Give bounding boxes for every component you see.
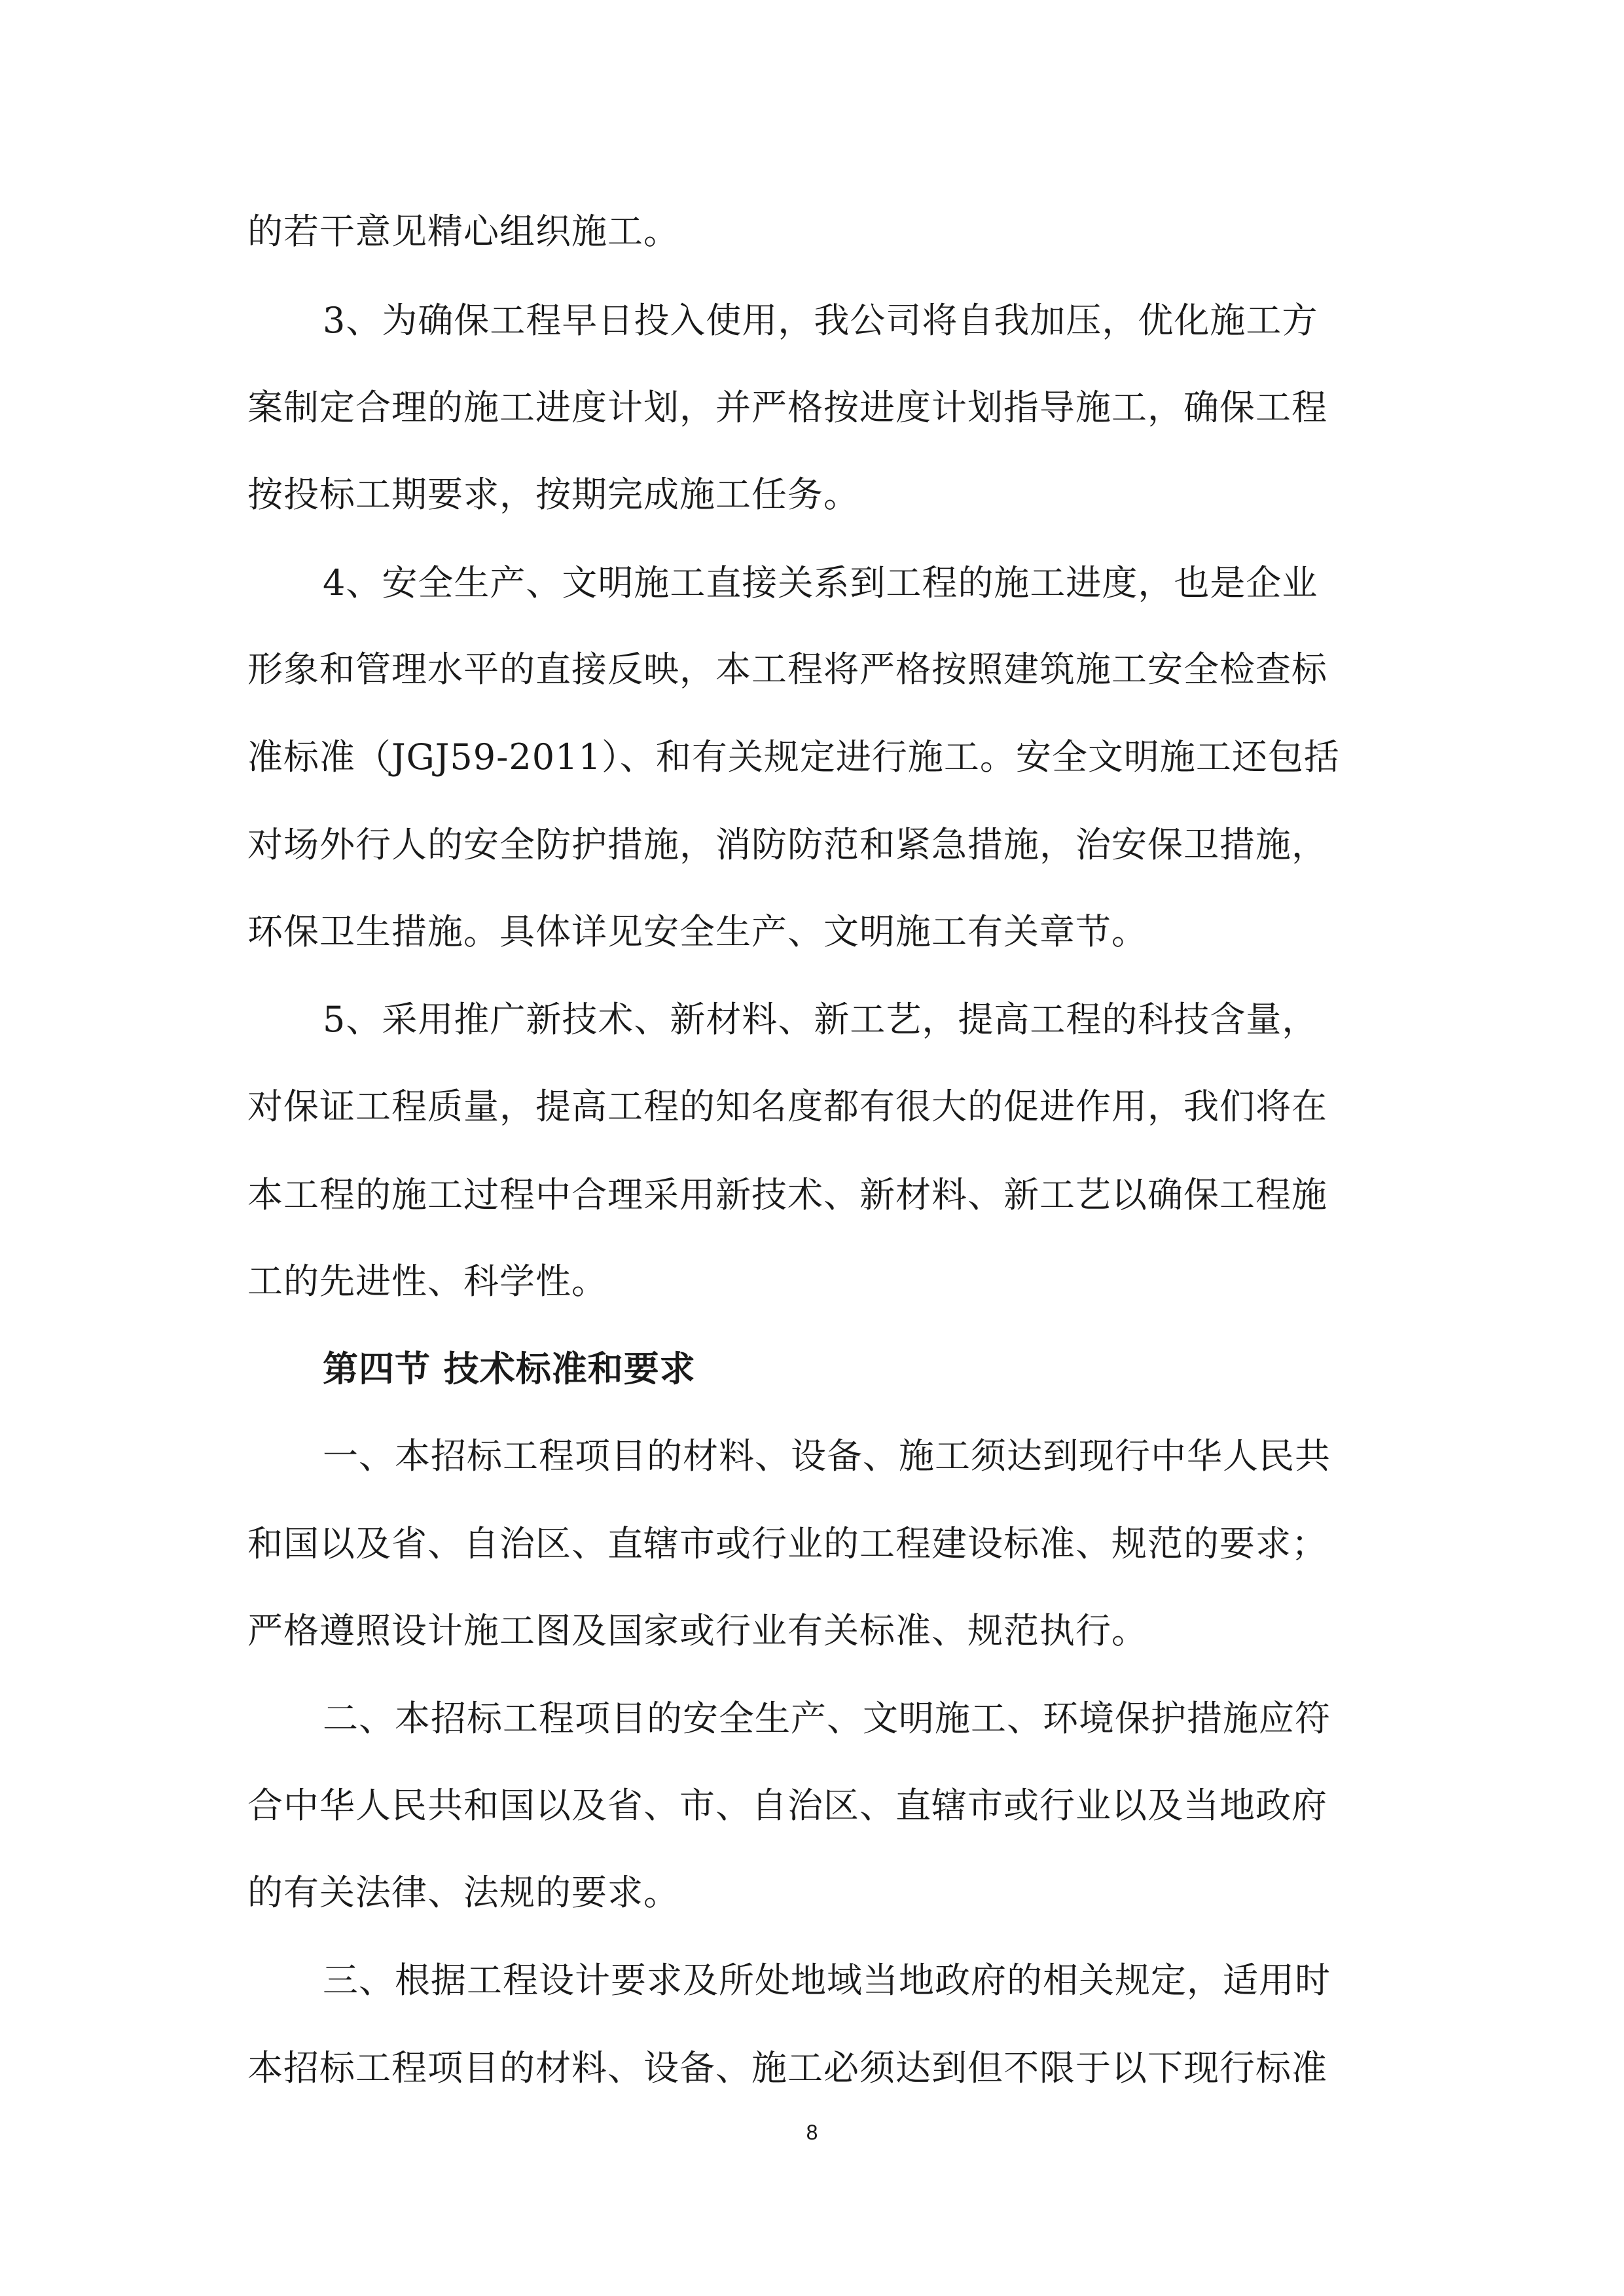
text-line: 4、安全生产、文明施工直接关系到工程的施工进度，也是企业 <box>323 562 1318 603</box>
text-line: 对场外行人的安全防护措施，消防防范和紧急措施，治安保卫措施， <box>247 824 1327 865</box>
text-line: 环保卫生措施。具体详见安全生产、文明施工有关章节。 <box>247 911 1147 952</box>
text-line: 本工程的施工过程中合理采用新技术、新材料、新工艺以确保工程施 <box>247 1174 1327 1215</box>
text-line: 一、本招标工程项目的材料、设备、施工须达到现行中华人民共 <box>323 1435 1331 1477</box>
text-line: 的有关法律、法规的要求。 <box>247 1872 679 1913</box>
text-line: 3、为确保工程早日投入使用，我公司将自我加压，优化施工方 <box>323 300 1318 341</box>
page-number: 8 <box>806 2121 818 2144</box>
text-line: 三、根据工程设计要求及所处地域当地政府的相关规定，适用时 <box>323 1960 1331 2001</box>
text-line: 工的先进性、科学性。 <box>247 1261 607 1302</box>
text-line: 形象和管理水平的直接反映，本工程将严格按照建筑施工安全检查标 <box>247 649 1327 690</box>
text-line: 二、本招标工程项目的安全生产、文明施工、环境保护措施应符 <box>323 1698 1331 1739</box>
text-line: 对保证工程质量，提高工程的知名度都有很大的促进作用，我们将在 <box>247 1086 1327 1127</box>
text-line: 和国以及省、自治区、直辖市或行业的工程建设标准、规范的要求； <box>247 1523 1327 1564</box>
text-line: 合中华人民共和国以及省、市、自治区、直辖市或行业以及当地政府 <box>247 1785 1327 1826</box>
text-line: 案制定合理的施工进度计划，并严格按进度计划指导施工，确保工程 <box>247 387 1327 428</box>
text-line: 准标准（JGJ59-2011）、和有关规定进行施工。安全文明施工还包括 <box>247 736 1340 778</box>
text-line: 5、采用推广新技术、新材料、新工艺，提高工程的科技含量， <box>323 999 1318 1040</box>
section-heading: 第四节 技术标准和要求 <box>323 1348 696 1390</box>
text-line: 的若干意见精心组织施工。 <box>247 211 679 252</box>
text-line: 本招标工程项目的材料、设备、施工必须达到但不限于以下现行标准 <box>247 2047 1327 2089</box>
text-line: 按投标工期要求，按期完成施工任务。 <box>247 474 859 515</box>
text-line: 严格遵照设计施工图及国家或行业有关标准、规范执行。 <box>247 1610 1147 1651</box>
